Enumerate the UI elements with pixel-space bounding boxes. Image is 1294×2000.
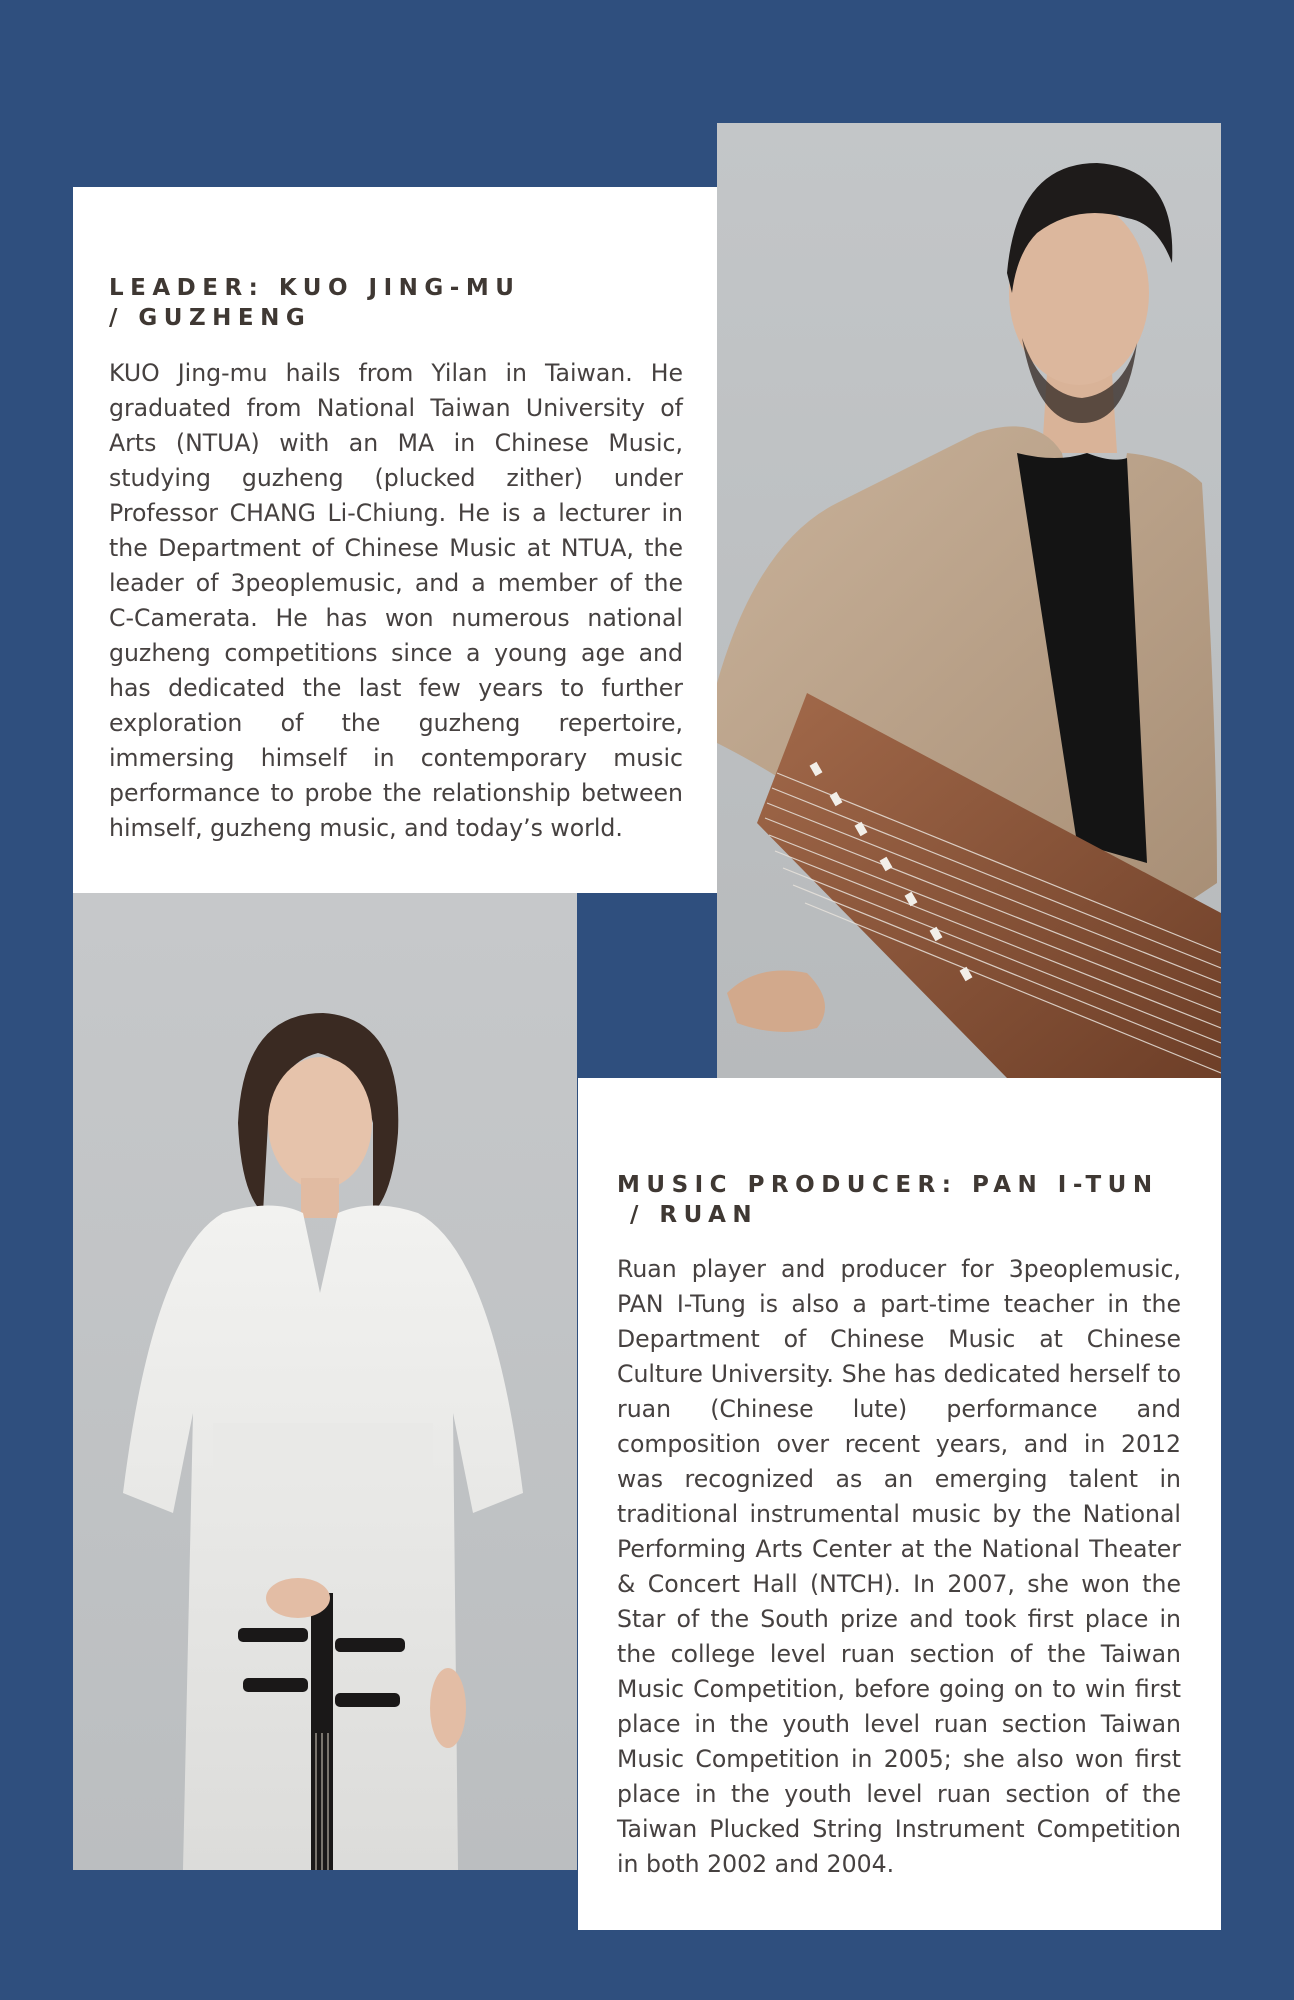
kuo-bio-text: KUO Jing-mu hails from Yilan in Taiwan. He graduated from National Taiwan University of Arts (NTUA) with an MA in Chinese Music, studying guzheng (plucked zither) under Professor CHANG Li-Chiung. He is a lecturer in the Department of Chinese Music at NTUA, the leader of 3peoplemusic, and a member of the C-Camerata. He has won numerous national guzheng competitions since a young age and has dedicated the last few years to further exploration of the guzheng repertoire, immersing himself in contemporary music performance to probe the relationship between himself, guzheng music, and today’s world. (109, 359, 683, 842)
pan-heading-line2: / RUAN (630, 1202, 759, 1228)
guzheng-player-illustration (717, 123, 1221, 1078)
pan-heading (617, 1170, 1187, 1230)
pan-bio-text: Ruan player and producer for 3peoplemusic, PAN I-Tung is also a part-time teacher in the Department of Chinese Music at Chinese Culture University. She has dedicated herself to ruan (Chinese lute) performance and composition over recent years, and in 2012 was recognized as an emerging talent in traditional instrumental music by the National Performing Arts Center at the National Theater & Concert Hall (NTCH). In 2007, she won the Star of the South prize and took first place in the college level ruan section of the Taiwan Music Competition, before going on to win first place in the youth level ruan section Taiwan Music Competition in 2005; she also won first place in the youth level ruan section of the Taiwan Plucked String Instrument Competition in both 2002 and 2004. (617, 1255, 1181, 1878)
pan-heading-line1: MUSIC PRODUCER: PAN I-TUN (617, 1172, 1159, 1198)
kuo-heading-line2: / GUZHENG (109, 305, 312, 331)
pan-bio-panel (578, 1078, 1221, 1930)
pan-portrait-photo (73, 893, 577, 1870)
kuo-bio-panel (73, 187, 717, 893)
kuo-heading-line1: LEADER: KUO JING-MU (109, 275, 521, 301)
kuo-heading (109, 273, 679, 333)
ruan-player-illustration (73, 893, 577, 1870)
kuo-portrait-photo (717, 123, 1221, 1078)
